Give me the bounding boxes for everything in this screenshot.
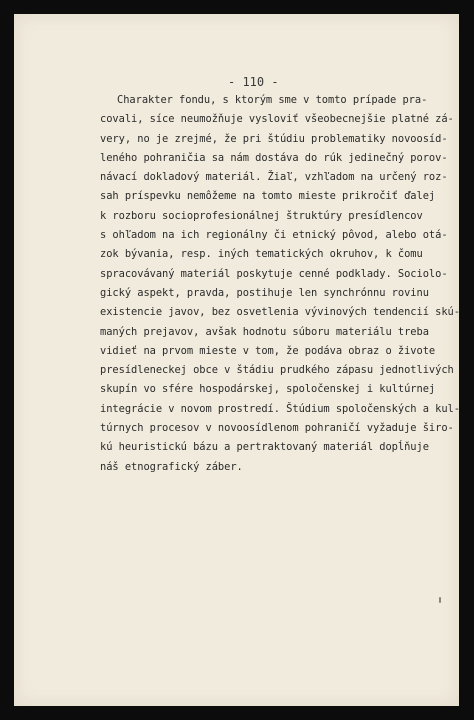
text-line: spracovávaný materiál poskytuje cenné podklady. Sociolo- <box>100 267 448 280</box>
text-line: existencie javov, bez osvetlenia vývinových tendencií skú- <box>100 306 460 319</box>
text-line: presídleneckej obce v štádiu prudkého zápasu jednotlivých <box>100 364 454 377</box>
text-line: k rozboru socioprofesionálnej štruktúry presídlencov <box>100 209 423 222</box>
text-line: kú heuristickú bázu a pertraktovaný materiál dopĺňuje <box>100 441 429 454</box>
text-line: integrácie v novom prostredí. Štúdium spoločenských a kul- <box>100 402 460 415</box>
text-line: s ohľadom na ich regionálny či etnický pôvod, alebo otá- <box>100 229 448 242</box>
text-line: Charakter fondu, s ktorým sme v tomto prípade pra- <box>117 94 428 106</box>
text-line: maných prejavov, avšak hodnotu súboru materiálu treba <box>100 325 429 338</box>
text-line: zok bývania, resp. iných tematických okruhov, k čomu <box>100 248 423 261</box>
paper-speck <box>439 597 441 603</box>
text-line: vidieť na prvom mieste v tom, že podáva obraz o živote <box>100 344 436 357</box>
text-line: gický aspekt, pravda, postihuje len synchrónnu rovinu <box>100 286 429 299</box>
text-line: túrnych procesov v novoosídlenom pohraničí vyžaduje širo- <box>100 422 454 435</box>
page-number: - 110 - <box>228 75 279 89</box>
text-line: very, no je zrejmé, že pri štúdiu problematiky novoosíd- <box>100 132 448 145</box>
text-line: leného pohraničia sa nám dostáva do rúk jedinečný porov- <box>100 151 448 164</box>
text-line: náš etnografický záber. <box>100 460 243 473</box>
text-line: skupín vo sfére hospodárskej, spoločenskej i kultúrnej <box>100 383 436 396</box>
text-line: covali, síce neumožňuje vysloviť všeobecnejšie platné zá- <box>100 113 454 126</box>
body-paragraph <box>100 91 460 477</box>
text-line: sah príspevku nemôžeme na tomto mieste prikročiť ďalej <box>100 190 436 203</box>
text-line: návací dokladový materiál. Žiaľ, vzhľadom na určený roz- <box>100 171 448 184</box>
